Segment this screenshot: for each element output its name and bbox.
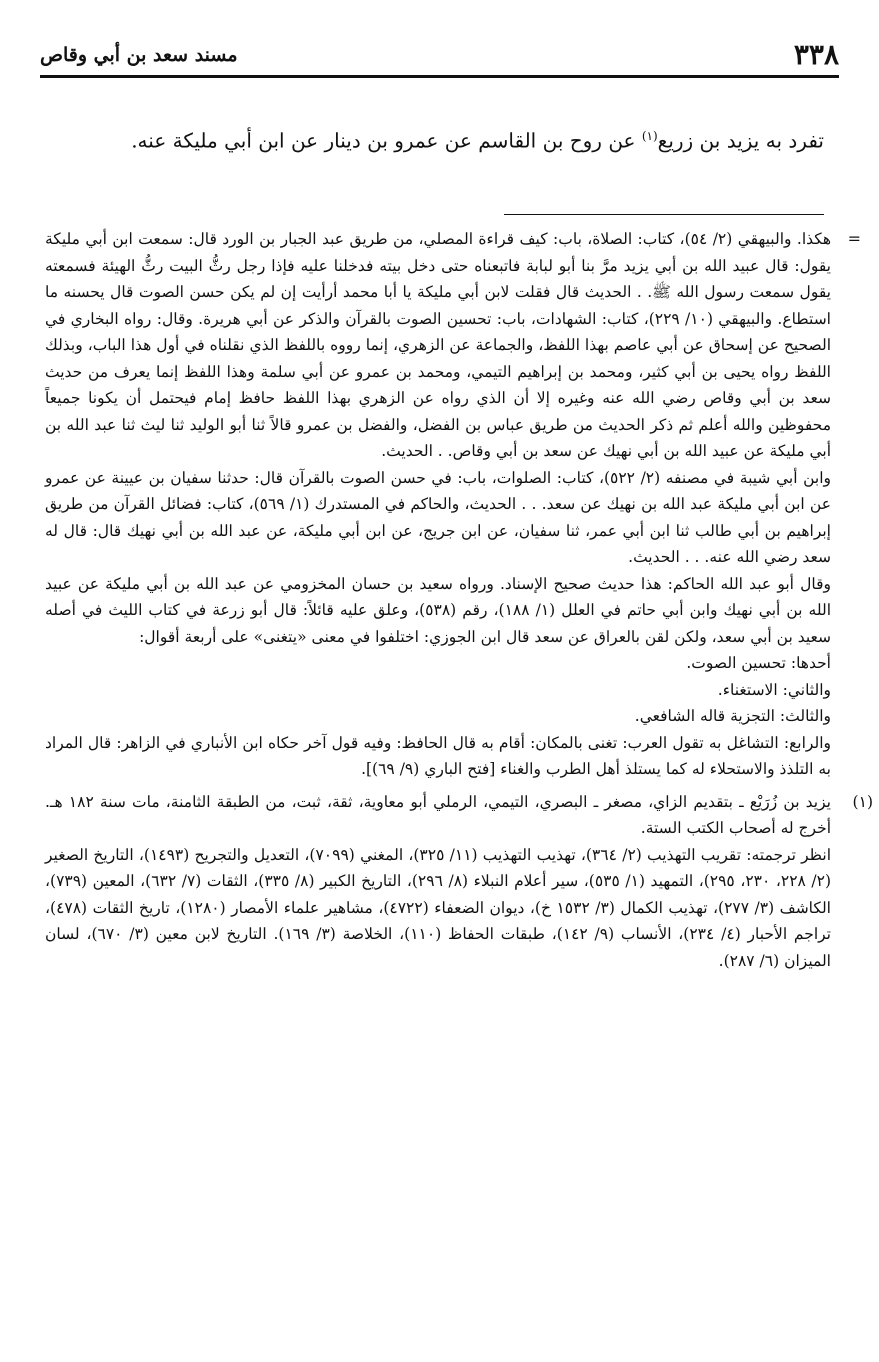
footnote-1 xyxy=(45,789,873,975)
continued-footnote xyxy=(45,226,861,783)
page-header xyxy=(40,38,839,78)
footnote-paragraph: والثالث: التجزية قاله الشافعي. xyxy=(634,707,831,725)
footnote-paragraph: وقال أبو عبد الله الحاكم: هذا حديث صحيح الإسناد. ورواه سعيد بن حسان المخزومي عن عبد الله بن أبي مليكة عن عبيد الله بن أبي نهيك وابن أبي حاتم في العلل (١/ ١٨٨)، رقم (٥٣٨)، وعلق عليه قائلاً: قال أبو زرعة في كتاب الليث في أصله سعيد بن أبي سعد، ولكن لقن بالعراق عن سعد قال ابن الجوزي: اختلفوا في معنى «يتغنى» على أربعة أقوال: xyxy=(45,574,832,646)
main-text-start: تفرد به يزيد بن زريع xyxy=(657,128,824,153)
footnote-paragraph: انظر ترجمته: تقريب التهذيب (٢/ ٣٦٤)، تهذيب التهذيب (١١/ ٣٢٥)، المغني (٧٠٩٩)، التعديل والتجريح (١٤٩٣)، التاريخ الصغير (٢/ ٢٢٨، ٢٣٠، ٢٩٥)، التمهيد (١/ ٥٣٥)، سير أعلام النبلاء (٨/ ٢٩٦)، التاريخ الكبير (٨/ ٣٣٥)، الثقات (٧/ ٦٣٢)، المعين (٧٣٩)، الكاشف (٣/ ٢٧٧)، تهذيب الكمال (٣/ ١٥٣٢ خ)، ديوان الضعفاء (٤٧٢٢)، مشاهير علماء الأمصار (١٢٨٠)، تاريخ الثقات (٤٧٨)، تراجم الأحبار (٤/ ٢٣٤)، الأنساب (٩/ ١٤٢)، طبقات الحفاظ (١١٠)، الخلاصة (٣/ ١٦٩). التاريخ لابن معين (٣/ ٦٧٠)، لسان الميزان (٦/ ٢٨٧). xyxy=(45,845,832,970)
footnote-paragraph: والرابع: التشاغل به تقول العرب: تغنى بالمكان: أقام به قال الحافظ: وفيه قول آخر حكاه ابن الأنباري في الزاهر: قال المراد به التلذذ والاستحلاء له كما يستلذ أهل الطرب والغناء [فتح الباري (٩/ ٦٩)]. xyxy=(45,733,831,778)
main-text-end: عن روح بن القاسم عن عمرو بن دينار عن ابن أبي مليكة عنه. xyxy=(131,128,642,153)
footnote-paragraph: يزيد بن زُرَيْع ـ بتقديم الزاي، مصغر ـ البصري، التيمي، الرملي أبو معاوية، ثقة، ثبت، من الطبقة الثامنة، مات سنة ١٨٢ هـ. أخرج له أصحاب الكتب الستة. xyxy=(45,792,831,837)
running-title: مسند سعد بن أبي وقاص xyxy=(40,44,238,66)
footnote-paragraph: وابن أبي شيبة في مصنفه (٢/ ٥٢٢)، كتاب: الصلوات، باب: في حسن الصوت بالقرآن قال: حدثنا سفيان بن عيينة عن عمرو عن ابن أبي مليكة عبد الله بن نهيك عن سعد. . . الحديث، والحاكم في المستدرك (١/ ٥٦٩)، كتاب: فضائل القرآن من طريق إبراهيم بن أبي طالب ثنا ابن أبي عمر، ثنا سفيان، عن ابن جريج، عن ابن أبي مليكة، عن عبد الله بن أبي نهيك قال: قال له سعد رضي الله عنه. . . الحديث. xyxy=(45,468,831,566)
footnote-marker: (١) xyxy=(641,129,658,143)
footnote-paragraph: أحدها: تحسين الصوت. xyxy=(686,654,831,672)
footnotes xyxy=(45,226,873,974)
header-rule xyxy=(40,75,839,78)
footnote-paragraph: هكذا. والبيهقي (٢/ ٥٤)، كتاب: الصلاة، باب: كيف قراءة المصلي، من طريق عبد الجبار بن الورد قال: سمعت ابن أبي مليكة يقول: قال عبيد الله بن أبي يزيد مرَّ بنا أبو لبابة فاتبعناه حتى دخل بيته فدخلنا عليه فإذا رجل رثُّ البيت رثُّ الهيئة فسمعته يقول سمعت رسول الله ﷺ. . الحديث قال فقلت لابن أبي مليكة يا أبا محمد أرأيت إن لم يكن حسن الصوت قال يحسنه ما استطاع. والبيهقي (١٠/ ٢٢٩)، كتاب: الشهادات، باب: تحسين الصوت بالقرآن والذكر عن أبي هريرة. وقال: رواه البخاري في الصحيح عن إسحاق عن أبي عاصم بهذا اللفظ، والجماعة عن الزهري، إنما رووه باللفظ الذي نقلناه في أول هذا الباب، وبذلك اللفظ رواه يحيى بن أبي كثير، ومحمد بن إبراهيم التيمي، ومحمد بن عمرو عن أبي سلمة وهذا اللفظ إنما يعرف من حديث سعد بن أبي وقاص رضي الله عنه وغيره إلا أن الذي رواه عن الزهري بهذا اللفظ حافظ إمام فيحتمل أن يكونا جميعاً محفوظين والله أعلم ثم ذكر الحديث من طريق عباس بن الفضل، والفضل بن عمرو قالاً ثنا أبو الوليد ثنا ليث ثنا عبد الله بن أبي مليكة عن عبيد الله بن أبي نهيك عن سعد بن أبي وقاص. . الحديث. xyxy=(45,230,832,460)
page-number: ٣٣٨ xyxy=(793,38,839,71)
footnote-separator xyxy=(504,214,824,215)
footnote-paragraph: والثاني: الاستغناء. xyxy=(717,680,831,699)
continuation-mark: = xyxy=(847,229,861,248)
main-text xyxy=(55,118,824,160)
footnote-number: (١) xyxy=(852,792,873,811)
